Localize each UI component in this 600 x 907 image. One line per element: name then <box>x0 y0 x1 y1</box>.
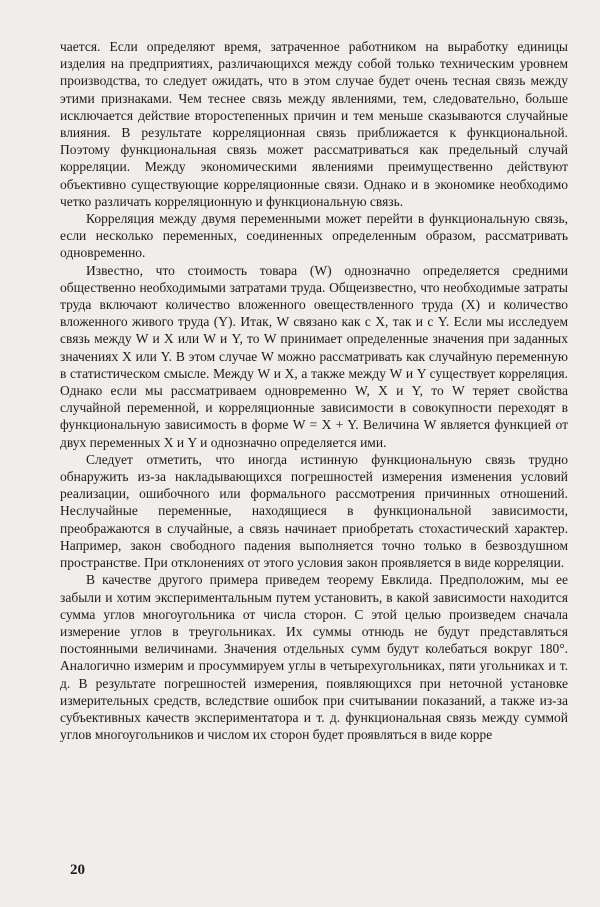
paragraph-euclid-example: В качестве другого примера приведем теорему Евклида. Предположим, мы ее забыли и хотим экспериментальным путем установить, в какой зависимости находится сумма углов многоугольника от числа сторон. С этой целью произведем сначала измерение углов в треугольниках. Их суммы отнюдь не будут представляться постоянными величинами. Значения отдельных сумм будут колебаться вокруг 180°. Аналогично измерим и просуммируем углы в четырехугольниках, пяти угольниках и т. д. В результате погрешностей измерения, появляющихся при неточной установке измерительных средств, вследствие ошибок при считывании показаний, а также из-за субъективных качеств экспериментатора и т. д. функциональная связь между суммой углов многоугольников и числом их сторон будет проявляться в виде корре <box>60 572 568 743</box>
paragraph-continuation: чается. Если определяют время, затраченное работником на выработку единицы изделия на предприятиях, различающихся между собой только техническим уровнем производства, то следует ожидать, что в этом случае будет очень тесная связь между этими признаками. Чем теснее связь между явлениями, тем, следовательно, больше исключается действие второстепенных причин и тем меньше сказываются случайные влияния. В результате корреляционная связь приближается к функциональной. Поэтому функциональная связь может рассматриваться как предельный случай корреляции. Между экономическими явлениями преимущественно действуют объективно существующие корреляционные связи. Однако и в экономике необходимо четко различать корреляционную и функциональную связь. <box>60 39 568 209</box>
page-number: 20 <box>70 862 85 878</box>
paragraph-measurement-errors: Следует отметить, что иногда истинную функциональную связь трудно обнаружить из-за накладывающихся погрешностей измерения изменения условий реализации, ошибочного или формального рассмотрения причинных отношений. Неслучайные переменные, находящиеся в функциональной зависимости, преображаются в случайные, а связь начинает приобретать стохастический характер. Например, закон свободного падения выполняется точно только в безвоздушном пространстве. При отклонениях от этого условия закон проявляется в виде корреляции. <box>60 451 568 571</box>
body-text <box>60 38 568 743</box>
paragraph-correlation: Корреляция между двумя переменными может перейти в функциональную связь, если несколько переменных, соединенных определенным образом, рассматривать одновременно. <box>60 211 568 261</box>
paragraph-commodity-value: Известно, что стоимость товара (W) однозначно определяется средними общественно необходимыми затратами труда. Общеизвестно, что необходимые затраты труда включают количество вложенного овеществленного труда (X) и количество вложенного живого труда (Y). Итак, W связано как с X, так и с Y. Если мы исследуем связь между W и X или W и Y, то W принимает определенные значения при заданных значениях X или Y. В этом случае W можно рассматривать как случайную переменную в статистическом смысле. Между W и X, а также между W и Y существует корреляция. Однако если мы рассматриваем одновременно W, X и Y, то W теряет свойства случайной переменной, и корреляционные зависимости в совокупности переходят в функциональную зависимость в форме W = X + Y. Величина W является функцией от двух переменных X и Y и однозначно определяется ими. <box>60 262 568 450</box>
